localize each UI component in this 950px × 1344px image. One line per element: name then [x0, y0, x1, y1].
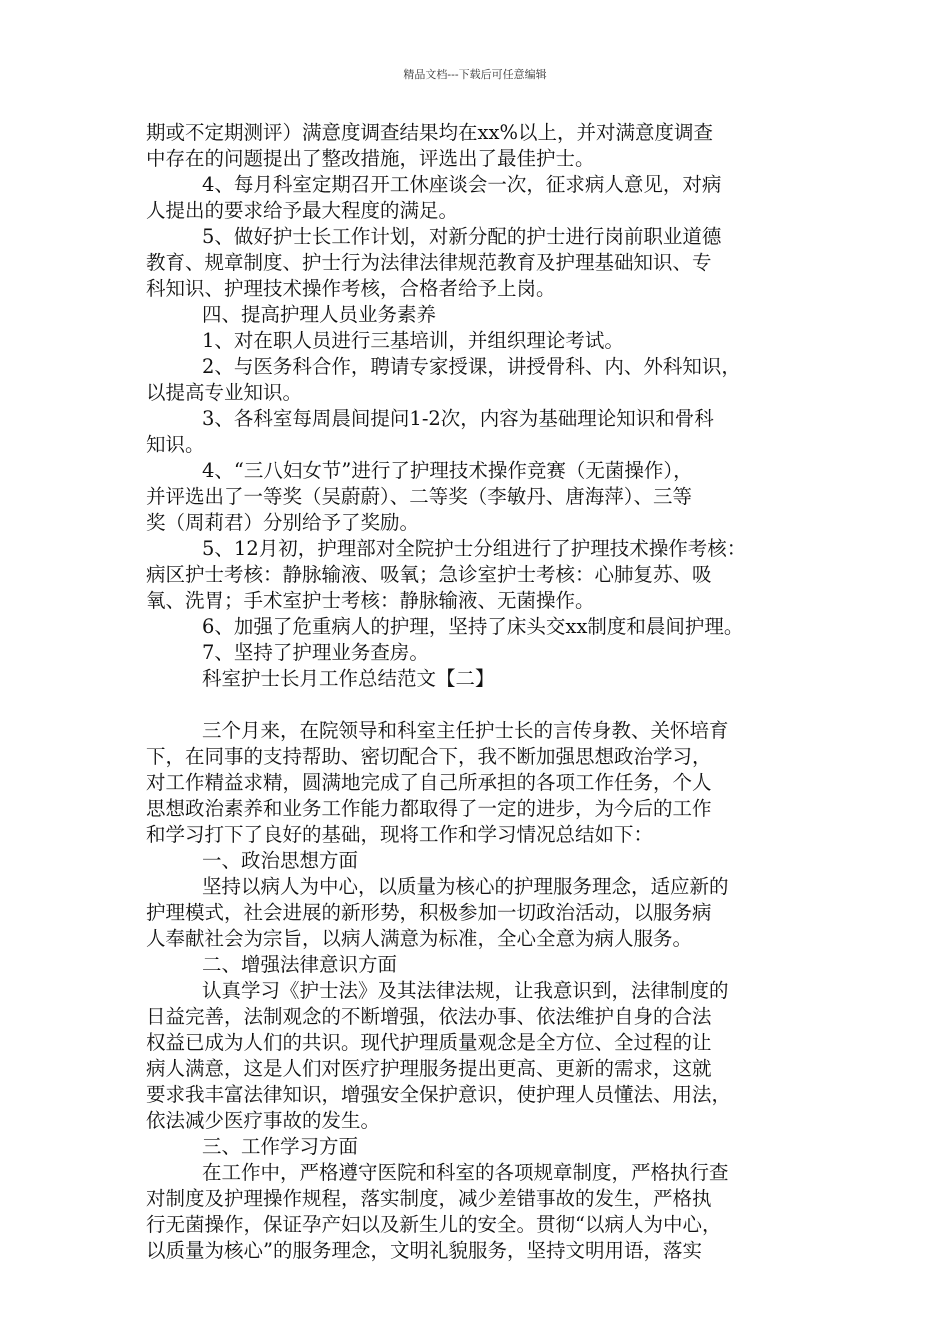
text-line: 在工作中，严格遵守医院和科室的各项规章制度，严格执行查	[202, 1161, 729, 1184]
text-line: 思想政治素养和业务工作能力都取得了一定的进步，为今后的工作	[146, 797, 712, 820]
text-line: 中存在的问题提出了整改措施，评选出了最佳护士。	[146, 147, 595, 170]
text-line: 2、与医务科合作，聘请专家授课，讲授骨科、内、外科知识，	[202, 355, 741, 378]
text-line: 四、提高护理人员业务素养	[202, 303, 437, 326]
text-line: 6、加强了危重病人的护理，坚持了床头交xx制度和晨间护理。	[202, 615, 744, 638]
text-line: 4、“三八妇女节”进行了护理技术操作竞赛（无菌操作），	[202, 459, 693, 482]
text-line: 1、对在职人员进行三基培训，并组织理论考试。	[202, 329, 624, 352]
text-line: 三个月来，在院领导和科室主任护士长的言传身教、关怀培育	[202, 719, 729, 742]
document-body	[146, 120, 826, 1264]
text-line: 7、坚持了护理业务查房。	[202, 641, 429, 664]
text-line: 病区护士考核：静脉输液、吸氧；急诊室护士考核：心肺复苏、吸	[146, 563, 712, 586]
text-line: 日益完善，法制观念的不断增强，依法办事、依法维护自身的合法	[146, 1005, 712, 1028]
text-line: 病人满意，这是人们对医疗护理服务提出更高、更新的需求，这就	[146, 1057, 712, 1080]
blank-line	[146, 692, 826, 718]
text-line: 认真学习《护士法》及其法律法规，让我意识到，法律制度的	[202, 979, 729, 1002]
text-line: 5、12月初，护理部对全院护士分组进行了护理技术操作考核：	[202, 537, 747, 560]
text-line: 三、工作学习方面	[202, 1135, 359, 1158]
text-line: 期或不定期测评）满意度调查结果均在xx%以上，并对满意度调查	[146, 121, 714, 144]
text-line: 以提高专业知识。	[146, 381, 303, 404]
text-line: 奖（周莉君）分别给予了奖励。	[146, 511, 420, 534]
text-line: 教育、规章制度、护士行为法律法律规范教育及护理基础知识、专	[146, 251, 712, 274]
text-line: 行无菌操作，保证孕产妇以及新生儿的安全。贯彻“以病人为中心，	[146, 1213, 722, 1236]
text-line: 知识。	[146, 433, 205, 456]
text-line: 3、各科室每周晨间提问1-2次，内容为基础理论知识和骨科	[202, 407, 714, 430]
text-line: 氧、洗胃；手术室护士考核：静脉输液、无菌操作。	[146, 589, 595, 612]
text-line: 并评选出了一等奖（吴蔚蔚）、二等奖（李敏丹、唐海萍）、三等	[146, 485, 693, 508]
text-line: 坚持以病人为中心，以质量为核心的护理服务理念，适应新的	[202, 875, 729, 898]
text-line: 科室护士长月工作总结范文【二】	[202, 667, 495, 690]
text-line: 科知识、护理技术操作考核，合格者给予上岗。	[146, 277, 556, 300]
text-line: 下，在同事的支持帮助、密切配合下，我不断加强思想政治学习，	[146, 745, 712, 768]
text-line: 一、政治思想方面	[202, 849, 359, 872]
text-line: 4、每月科室定期召开工休座谈会一次，征求病人意见，对病	[202, 173, 722, 196]
text-line: 对工作精益求精，圆满地完成了自己所承担的各项工作任务，个人	[146, 771, 712, 794]
text-line: 以质量为核心”的服务理念，文明礼貌服务，坚持文明用语，落实	[146, 1239, 702, 1262]
text-line: 人提出的要求给予最大程度的满足。	[146, 199, 459, 222]
text-line: 要求我丰富法律知识，增强安全保护意识，使护理人员懂法、用法，	[146, 1083, 732, 1106]
text-line: 依法减少医疗事故的发生。	[146, 1109, 381, 1132]
text-line: 5、做好护士长工作计划，对新分配的护士进行岗前职业道德	[202, 225, 722, 248]
text-line: 二、增强法律意识方面	[202, 953, 398, 976]
page-header: 精品文档---下载后可任意编辑	[403, 68, 547, 81]
text-line: 权益已成为人们的共识。现代护理质量观念是全方位、全过程的让	[146, 1031, 712, 1054]
text-line: 和学习打下了良好的基础，现将工作和学习情况总结如下：	[146, 823, 654, 846]
text-line: 护理模式，社会进展的新形势，积极参加一切政治活动，以服务病	[146, 901, 712, 924]
text-line: 对制度及护理操作规程，落实制度，减少差错事故的发生，严格执	[146, 1187, 712, 1210]
text-line: 人奉献社会为宗旨，以病人满意为标准，全心全意为病人服务。	[146, 927, 693, 950]
